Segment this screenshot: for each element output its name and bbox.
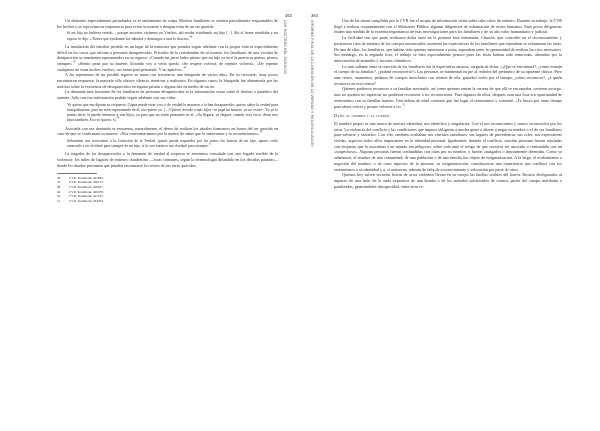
footnote: 49 CVR. Testimonio 400078. — [57, 189, 104, 194]
paragraph: La instalación del familiar perdido en un lugar de la memoria que permita seguir adelante con la propia vida es especialmente difícil en los casos que afectan a personas desaparecidas. Privados de la certidumbre de su muerte, los familiares de una víctima de desaparición se mantienen esperanzados en su regreso: «Cuando mi perro ladra pienso que mi hija ya tocó la puerta as pienso, pienso siempre».$^{47}$ «Siento pena por su muerte, llorando voy a verla quedo, «Se respete volverá, de repente volverá». «De repente cualquiera de estas noches vuelve», así noma para pensando. Y no aparece».$^{48}$ — [57, 43, 278, 72]
text-column — [334, 18, 562, 189]
footnote-ref[interactable]: 50 — [259, 130, 263, 134]
text-column — [57, 18, 278, 204]
footnotes — [57, 176, 278, 204]
section-heading: Daño al nombre y al cuerpo — [334, 113, 390, 119]
footnote: 46 CVR. Testimonio 201863. — [57, 175, 104, 180]
paragraph: Asociada con esa demanda se encuentra, naturalmente, el deseo de realizar los rituales funerarios en honor del ser querido en caso de que se confirmase su muerte. «Nos conformaríamos por lo menos de saber que lo enterramos y lo recordaríamos».$^{50}$ — [57, 125, 278, 137]
footnote-ref[interactable]: 52 — [402, 103, 405, 107]
footnote-ref[interactable]: 48 — [183, 66, 186, 70]
footnote-rule — [57, 173, 97, 174]
footnote-ref[interactable]: 51 — [208, 142, 212, 146]
footnote: 50 CVR. Testimonio 201135. — [57, 194, 104, 199]
paragraph: Quienes hoy sufren secuelas físicas de actos violentos llevan en su cuerpo las huellas visibles del horror. Rostros desfigurados al impacto de una bala; de la onda expansiva de una bomba o de los métodos sofisticados de tortura; partes del cuerpo mutiladas o paralizadas, generándoles discapacidad, entre otras re- — [334, 172, 562, 189]
paragraph: Quienes pudieron reconocer a su familiar asesinado, así como quienes tenían la certeza de que allí se encontraba, tuvieron sosiego, mas no quienes no supieron, no pudieron reconocer o no reconocieron. Para algunos de ellos, después eran una fosa era oportunidad de reencuentro con su familiar muerto. Una señora de edad comentó que fue lugar el reencuentro y comentó: «Te busco por tanto tiempo para ahora volver y pronto volverte a ir».$^{52}$ — [334, 86, 562, 109]
paragraph: La tragedia de los desaparecidos y la demanda de verdad al respecto se encuentra vinculada con otro legado terrible de la violencia: los miles de lugares de entierro clandestino —fosas comunes, según la terminología difundida en los décadas pasadas— donde los deudos presumen que pueden encontrarse los restos de sus seres queridos. — [57, 151, 278, 168]
running-head: INFORME FINAL DE LA COMISIÓN DE LA VERDAD Y RECONCILIACIÓN — [310, 20, 314, 148]
footnote: 51 CVR. Testimonio 203203. — [57, 199, 104, 204]
page-number: 364 — [311, 13, 318, 18]
page-number: 363 — [285, 13, 292, 18]
paragraph: Una de las tareas cumplidas por la CVR fue el acopio de información cierta sobre tales sitios de entierro. Durante su trabajo, la CVR llegó a realizar conjuntamente con el Ministerio Público algunas diligencias de exhumación de restos humanos. Esas pocas diligencias rinden una medida de la extrema importancia de esas investigaciones para los familiares y de su alto valor humanitario y judicial. — [334, 18, 562, 35]
footnote-ref[interactable]: 49 — [116, 117, 120, 121]
block-quote: Solamente nos acercamos a la Comisión de la Verdad, quizás pueda responder por los restos los huesos de mi hijo, quiero verlo enterrado y no olvidaré para siempre de mi hijo, si lo veo entierro me olvidaré para siempre.$^{51}$ — [67, 139, 278, 149]
footnote-ref[interactable]: 47 — [73, 60, 76, 64]
block-quote: Yo quiero que me dijeran su respuesta. Capaz puede estar vivo o de verdad lo mataron o lo han desaparecido; quiero saber la verdad para tranquilizarme, para no estar esperanzada de él, eso quiero yo. [...] Quiero decidir a más hijos -su papá ha muerto, ya no existe-. Yo ya le puedo decir, le puede informar a mis hijos, ya para que no estén pensando en él. «Ya llegará, ya llegará, cuando esta vivo» dicen mis hijos también. Eso yo quiero, sí.$^{49}$ — [67, 102, 278, 123]
paragraph: A las esperanzas de un posible regreso se suma con frecuencia una búsqueda de varios años. En su recorrido, muy pocos encontraron respuesta; la mayoría sólo obtuvo silencio, mentiras y maltratos. En algunos casos, la búsqueda fue alimentada por las noticias sobre la existencia de desaparecidos en alguna prisión o alguna isla en medio de un río. — [57, 72, 278, 89]
running-head: LOS ROSTROS DEL SILENCIO — [283, 20, 287, 75]
paragraph: La demanda más frecuente de los familiares de personas desaparecidas es la información veraz sobre el destino o paradero del ausente. Sólo con esa información podrán seguir adelante con sus vidas. — [57, 89, 278, 101]
paragraph: La facilidad con que pudo realizarse dicha tarea en la primera fosa exhumada, Chuschi, que coincidió en el reconocimiento y posteriores ritos de entierro de los cuerpos encontrados, aumentó las expectativas de los familiares que esperaban se exhumaran las otras. De una de ellas, los familiares, que habían sido quienes enterraron a prisa, esperaban tener la oportunidad de realizar los ritos necesarios. Sin embargo, en la segunda fosa, el trabajo se hizo especialmente penoso pues las fosas habían sido removidas, alteradas por la intervención de animales y factores climáticos. — [334, 35, 562, 63]
paragraph: El nombre propio es una marca de nuestra identidad, nos identifica y singulariza. Con el nos reconocemos y somos reconocidos por los otros. La violencia del conflicto y las condiciones que impuso obligaron a mucha gente a alterar o negar su nombre o el de sus familiares para salvarse y salvarlos. Con ello, también ocultaban sus vínculos familiares, sus lugares de procedencia, sus roles, sus expectativas vividas, aspectos todos ellos importantes en la identidad personal. Igualmente, durante el conflicto, muchas personas fueron rotuladas con etiquetas que la asociaban a un mundo tan peligroso, sobre todo ante el riesgo de que sucesiva ser asociado o confundido con un «sospechoso». Algunas personas fueron confundidas con otras por su nombre, y fueron castigados o injustamente detenidas. Como ya señalamos, el nombre de una comunidad, de una población o de una familia fue objeto de estigmatización. A la larga, el ocultamiento o negación del nombre, o de otros aspectos de la persona, su estigmatización, constituyeron una experiencia que confluyó con los sentimientos a su identidad y a, sí antesorna, además de falta de reconocimiento y valoración por parte de otros. — [334, 120, 562, 172]
right-page — [300, 0, 600, 431]
paragraph: Un elemento especialmente perturbador es el sentimiento de culpa. Muchos familiares se sienten parcialmente responsables de los hechos o se reprochan su impotencia para evitar la muerte o desaparición de un ser querido. — [57, 18, 278, 29]
footnote: 47 CVR. Testimonio 200137. — [57, 180, 104, 185]
footnote: 48 CVR. Testimonio 200627. — [57, 184, 104, 189]
block-quote: Si mi hijo no hubiera venido..., porque nosotros vivíamos en Vinchos, ahí estaba estudiando mi hijo [...]. Ahí al frente estudiaba y mi esposo le dijo: «Tienes que ayudarme los sábados y domingos a arar la chacra».$^{46}$ — [67, 31, 278, 41]
paragraph: Lo más saltante entre la reacción de los familiares fue la expectativa ansiosa, cargada de dolor: «¿Qué se encontrará?, ¿cómo estarán el cuerpo de su familiar?, ¿podrán reconocerlo?» Las personas se mantenían en pie al rededor del perímetro de su aparente clínica. Pero ante restos, osamentos, pedazos de cuerpos mezclados con retazos de tela, gastados todos por el tiempo, ¿cómo reconocer?, ¿a quién reconocer en esos restos? — [334, 63, 562, 86]
footnote-ref[interactable]: 46 — [189, 35, 193, 39]
